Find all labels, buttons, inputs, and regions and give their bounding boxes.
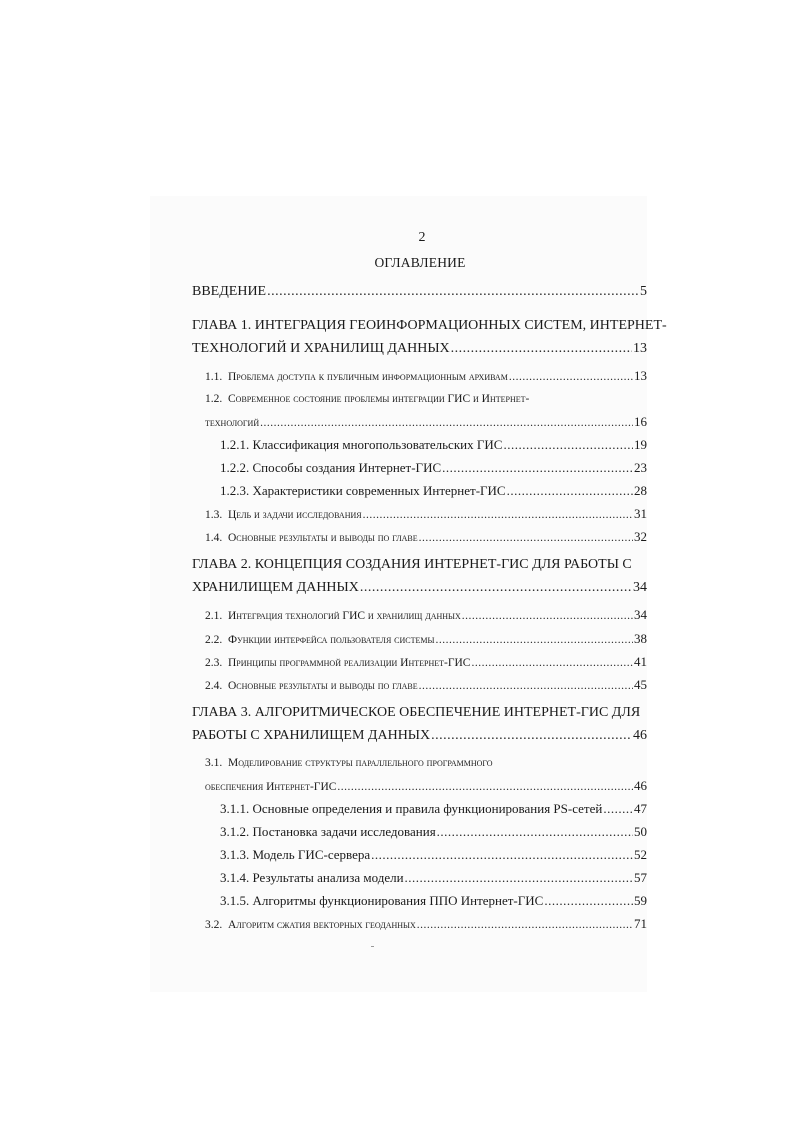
toc-section-number: 1.1.	[205, 371, 223, 383]
toc-entry-title: обеспечения Интернет-ГИС	[205, 781, 337, 793]
toc-entry-title: ВВЕДЕНИЕ	[192, 284, 267, 299]
toc-section-number: 1.2.1.	[220, 437, 250, 452]
toc-section-number: 1.2.3.	[220, 483, 250, 498]
toc-page-number: 71	[634, 916, 647, 931]
toc-page-number: 57	[634, 870, 647, 885]
toc-page-number: 38	[634, 631, 647, 646]
toc-page-number: 45	[634, 677, 647, 692]
toc-entry-1-3[interactable]	[205, 505, 647, 523]
dot-leader	[419, 529, 633, 547]
toc-entry-1-4[interactable]	[205, 528, 647, 546]
toc-entry-title: Основные результаты и выводы по главе	[228, 532, 418, 544]
toc-section-number: 3.1.2.	[220, 824, 250, 839]
toc-page-number: 31	[634, 506, 647, 521]
toc-entry-title: Основные определения и правила функционирования PS-сетей	[252, 801, 603, 816]
dot-leader	[267, 283, 639, 301]
toc-page-number: 46	[634, 778, 647, 793]
toc-entry-1-2-2[interactable]	[220, 459, 647, 477]
toc-page-number: 34	[633, 580, 647, 595]
toc-section-number: 2.4.	[205, 680, 223, 692]
toc-page-number: 13	[634, 368, 647, 383]
toc-section-number: 3.1.	[205, 757, 223, 769]
dot-leader	[337, 778, 633, 796]
toc-page-number: 34	[634, 607, 647, 622]
toc-section-3-1-line1	[205, 754, 493, 772]
dot-leader	[603, 800, 633, 818]
toc-entry-title: Классификация многопользовательских ГИС	[252, 437, 503, 452]
toc-page-number: 47	[634, 801, 647, 816]
toc-section-number: 3.1.1.	[220, 801, 250, 816]
toc-page-number: 32	[634, 529, 647, 544]
toc-section-number: 1.3.	[205, 509, 223, 521]
toc-section-number: 2.1.	[205, 610, 223, 622]
dot-leader	[371, 846, 633, 864]
toc-section-number: 3.1.4.	[220, 870, 250, 885]
scan-speck	[371, 946, 374, 947]
toc-entry-title: Цель и задачи исследования	[228, 509, 362, 521]
toc-title: ОГЛАВЛЕНИЕ	[374, 255, 466, 270]
toc-entry-3-1-2[interactable]	[220, 823, 647, 841]
toc-entry-title: Современное состояние проблемы интеграции ГИС и Интернет-	[228, 393, 530, 405]
toc-page-number: 46	[633, 728, 647, 743]
toc-section-number: 1.2.2.	[220, 460, 250, 475]
toc-page-number: 13	[633, 341, 647, 356]
toc-section-number: 3.2.	[205, 919, 223, 931]
toc-entry-2-3[interactable]	[205, 653, 647, 671]
toc-entry-2-1[interactable]	[205, 606, 647, 624]
toc-entry-title: Функции интерфейса пользователя системы	[228, 634, 435, 646]
toc-entry-2-2[interactable]	[205, 630, 647, 648]
dot-leader	[419, 677, 633, 695]
toc-entry-2-4[interactable]	[205, 676, 647, 694]
toc-entry-title: РАБОТЫ С ХРАНИЛИЩЕМ ДАННЫХ	[192, 728, 431, 743]
dot-leader	[509, 368, 633, 386]
dot-leader	[405, 869, 633, 887]
toc-entry-title: Алгоритмы функционирования ППО Интернет-ГИС	[252, 893, 544, 908]
toc-entry-chapter-3[interactable]	[192, 727, 647, 745]
toc-page-number: 52	[634, 847, 647, 862]
toc-page-number: 41	[634, 654, 647, 669]
toc-entry-1-2-3[interactable]	[220, 482, 647, 500]
toc-entry-title: Характеристики современных Интернет-ГИС	[252, 483, 506, 498]
toc-page-number: 16	[634, 414, 647, 429]
toc-section-number: 1.2.	[205, 393, 223, 405]
toc-entry-3-1-5[interactable]	[220, 892, 647, 910]
toc-entry-chapter-2[interactable]	[192, 579, 647, 597]
toc-page-number: 19	[634, 437, 647, 452]
toc-chapter-2-line1: ГЛАВА 2. КОНЦЕПЦИЯ СОЗДАНИЯ ИНТЕРНЕТ-ГИС ДЛЯ РАБОТЫ С	[192, 557, 632, 572]
dot-leader	[442, 459, 633, 477]
toc-entry-intro[interactable]	[192, 283, 647, 301]
toc-section-number: 1.4.	[205, 532, 223, 544]
dot-leader	[451, 340, 632, 358]
toc-entry-1-2[interactable]	[205, 413, 647, 431]
dot-leader	[437, 823, 633, 841]
toc-entry-title: ТЕХНОЛОГИЙ И ХРАНИЛИЩ ДАННЫХ	[192, 341, 450, 356]
toc-entry-title: Алгоритм сжатия векторных геоданных	[228, 919, 416, 931]
dot-leader	[471, 654, 633, 672]
toc-entry-3-1-3[interactable]	[220, 846, 647, 864]
toc-entry-chapter-1[interactable]	[192, 340, 647, 358]
toc-section-number: 2.3.	[205, 657, 223, 669]
toc-entry-title: технологий	[205, 417, 260, 429]
toc-entry-title: Результаты анализа модели	[252, 870, 404, 885]
toc-page-number: 23	[634, 460, 647, 475]
toc-page-number: 59	[634, 893, 647, 908]
page-number: 2	[418, 230, 426, 245]
toc-entry-3-2[interactable]	[205, 915, 647, 933]
dot-leader	[435, 631, 633, 649]
dot-leader	[507, 482, 633, 500]
dot-leader	[544, 892, 633, 910]
dot-leader	[431, 727, 632, 745]
toc-entry-title: ХРАНИЛИЩЕМ ДАННЫХ	[192, 580, 359, 595]
toc-entry-title: Принципы программной реализации Интернет-ГИС	[228, 657, 471, 669]
toc-entry-title: Проблема доступа к публичным информационным архивам	[228, 371, 508, 383]
toc-entry-title: Способы создания Интернет-ГИС	[252, 460, 442, 475]
dot-leader	[260, 414, 633, 432]
toc-entry-3-1-4[interactable]	[220, 869, 647, 887]
dot-leader	[360, 579, 632, 597]
toc-chapter-1-line1: ГЛАВА 1. ИНТЕГРАЦИЯ ГЕОИНФОРМАЦИОННЫХ СИСТЕМ, ИНТЕРНЕТ-	[192, 318, 667, 333]
toc-chapter-3-line1: ГЛАВА 3. АЛГОРИТМИЧЕСКОЕ ОБЕСПЕЧЕНИЕ ИНТЕРНЕТ-ГИС ДЛЯ	[192, 705, 641, 720]
dot-leader	[503, 436, 633, 454]
toc-entry-title: Постановка задачи исследования	[252, 824, 436, 839]
toc-section-number: 3.1.5.	[220, 893, 250, 908]
toc-page-number: 5	[640, 284, 647, 299]
toc-entry-title: Модель ГИС-сервера	[252, 847, 371, 862]
toc-entry-title: Моделирование структуры параллельного программного	[228, 757, 493, 769]
toc-section-number: 3.1.3.	[220, 847, 250, 862]
dot-leader	[462, 607, 633, 625]
toc-section-number: 2.2.	[205, 634, 223, 646]
toc-section-1-2-line1	[205, 390, 529, 408]
toc-entry-1-2-1[interactable]	[220, 436, 647, 454]
toc-entry-title: Основные результаты и выводы по главе	[228, 680, 418, 692]
toc-entry-1-1[interactable]	[205, 367, 647, 385]
dot-leader	[417, 916, 633, 934]
dot-leader	[363, 506, 633, 524]
toc-page-number: 28	[634, 483, 647, 498]
toc-entry-3-1[interactable]	[205, 777, 647, 795]
toc-page-number: 50	[634, 824, 647, 839]
toc-entry-title: Интеграция технологий ГИС и хранилищ данных	[228, 610, 461, 622]
toc-entry-3-1-1[interactable]	[220, 800, 647, 818]
